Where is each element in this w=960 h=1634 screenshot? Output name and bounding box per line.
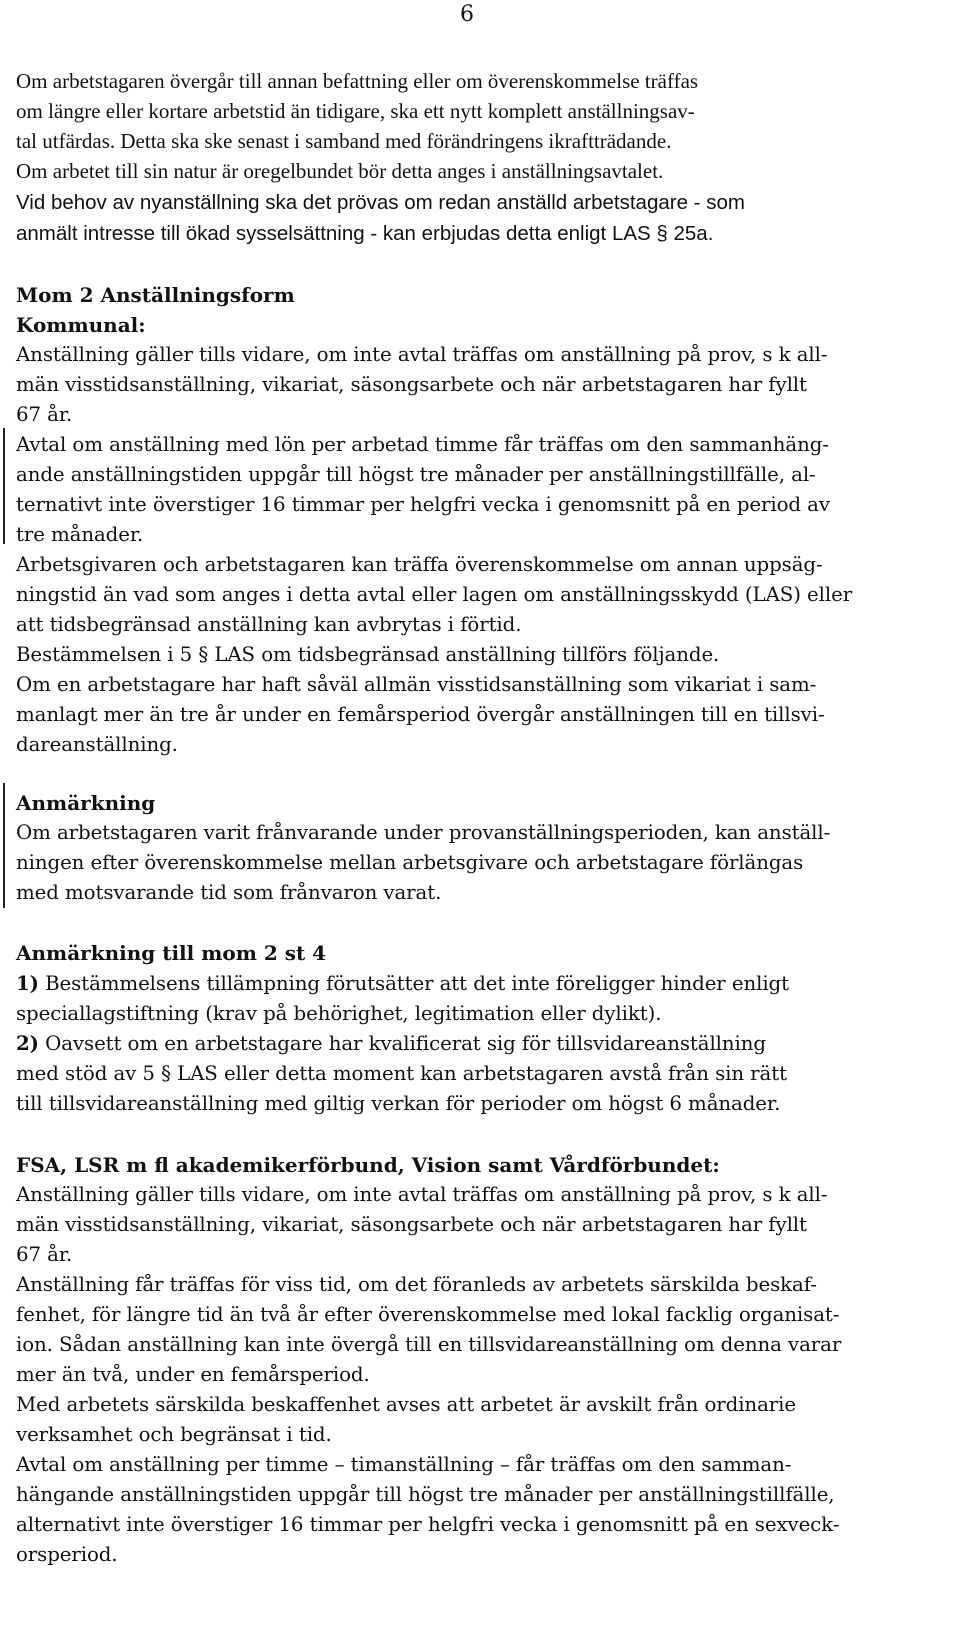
fsa-line: Avtal om anställning per timme – timanställning – får träffas om den samman- (16, 1453, 792, 1476)
kommunal-line: män visstidsanställning, vikariat, säsongsarbete och när arbetstagaren har fyllt (16, 373, 807, 396)
mom2-heading: Mom 2 Anställningsform (16, 283, 295, 307)
intro-line: anmält intresse till ökad sysselsättning - kan erbjudas detta enligt LAS § 25a. (16, 222, 714, 245)
item-number: 2) (16, 1031, 39, 1055)
anm-mom2-line (16, 1088, 780, 1119)
kommunal-line: ternativt inte överstiger 16 timmar per helgfri vecka i genomsnitt på en period av (16, 493, 830, 516)
item-text: Bestämmelsens tillämpning förutsätter att det inte föreligger hinder enligt (38, 972, 789, 995)
fsa-line: Anställning får träffas för viss tid, om det föranleds av arbetets särskilda beskaf- (16, 1273, 817, 1296)
anm-mom2-line (16, 968, 789, 999)
item-text: till tillsvidareanställning med giltig verkan för perioder om högst 6 månader. (16, 1092, 781, 1115)
intro-line: tal utfärdas. Detta ska ske senast i samband med förändringens ikraftträdande. (16, 129, 672, 153)
anm-mom2-heading: Anmärkning till mom 2 st 4 (16, 941, 327, 965)
fsa-line: fenhet, för längre tid än två år efter överenskommelse med lokal facklig organisat- (16, 1303, 840, 1326)
change-bar (3, 783, 5, 908)
anmarkning-line: Om arbetstagaren varit frånvarande under provanställningsperioden, kan anställ- (16, 821, 831, 844)
anm-mom2-line (16, 998, 661, 1029)
kommunal-heading: Kommunal: (16, 313, 146, 337)
fsa-heading: FSA, LSR m fl akademikerförbund, Vision samt Vårdförbundet: (16, 1153, 720, 1177)
kommunal-line: Bestämmelsen i 5 § LAS om tidsbegränsad anställning tillförs följande. (16, 643, 720, 666)
anmarkning-line: med motsvarande tid som frånvaron varat. (16, 881, 442, 904)
page-number: 6 (460, 2, 474, 27)
fsa-line: Anställning gäller tills vidare, om inte avtal träffas om anställning på prov, s k all- (16, 1183, 828, 1206)
kommunal-line: ningstid än vad som anges i detta avtal eller lagen om anställningsskydd (LAS) eller (16, 583, 853, 606)
fsa-line: verksamhet och begränsat i tid. (16, 1423, 332, 1446)
anm-mom2-line (16, 1058, 787, 1089)
kommunal-line: tre månader. (16, 523, 144, 546)
fsa-line: Med arbetets särskilda beskaffenhet avses att arbetet är avskilt från ordinarie (16, 1393, 796, 1416)
anmarkning-line: ningen efter överenskommelse mellan arbetsgivare och arbetstagare förlängas (16, 851, 804, 874)
kommunal-line: Anställning gäller tills vidare, om inte avtal träffas om anställning på prov, s k all- (16, 343, 828, 366)
fsa-line: mer än två, under en femårsperiod. (16, 1363, 370, 1386)
anm-mom2-line (16, 1028, 766, 1059)
fsa-line: orsperiod. (16, 1543, 118, 1566)
intro-line: Om arbetstagaren övergår till annan befattning eller om överenskommelse träffas (16, 69, 699, 93)
anmarkning-heading: Anmärkning (16, 791, 156, 815)
kommunal-line: Arbetsgivaren och arbetstagaren kan träffa överenskommelse om annan uppsäg- (16, 553, 823, 576)
fsa-line: alternativt inte överstiger 16 timmar per helgfri vecka i genomsnitt på en sexveck- (16, 1513, 840, 1536)
change-bar (3, 428, 5, 544)
fsa-line: 67 år. (16, 1243, 73, 1266)
fsa-line: ion. Sådan anställning kan inte övergå till en tillsvidareanställning om denna varar (16, 1333, 842, 1356)
fsa-line: hängande anställningstiden uppgår till högst tre månader per anställningstillfälle, (16, 1483, 835, 1506)
kommunal-line: 67 år. (16, 403, 73, 426)
intro-line: Vid behov av nyanställning ska det prövas om redan anställd arbetstagare - som (16, 191, 745, 214)
item-number: 1) (16, 971, 39, 995)
item-text: med stöd av 5 § LAS eller detta moment kan arbetstagaren avstå från sin rätt (16, 1062, 787, 1085)
intro-line: om längre eller kortare arbetstid än tidigare, ska ett nytt komplett anställningsav- (16, 99, 695, 123)
fsa-line: män visstidsanställning, vikariat, säsongsarbete och när arbetstagaren har fyllt (16, 1213, 807, 1236)
item-text: speciallagstiftning (krav på behörighet, legitimation eller dylikt). (16, 1002, 662, 1025)
kommunal-line: ande anställningstiden uppgår till högst tre månader per anställningstillfälle, al- (16, 463, 816, 486)
intro-line: Om arbetet till sin natur är oregelbundet bör detta anges i anställningsavtalet. (16, 159, 664, 183)
kommunal-line: manlagt mer än tre år under en femårsperiod övergår anställningen till en tillsvi- (16, 703, 825, 726)
kommunal-line: att tidsbegränsad anställning kan avbrytas i förtid. (16, 613, 522, 636)
kommunal-line: Om en arbetstagare har haft såväl allmän visstidsanställning som vikariat i sam- (16, 673, 817, 696)
kommunal-line: Avtal om anställning med lön per arbetad timme får träffas om den sammanhäng- (16, 433, 829, 456)
item-text: Oavsett om en arbetstagare har kvalificerat sig för tillsvidareanställning (38, 1032, 766, 1055)
kommunal-line: dareanställning. (16, 733, 178, 756)
